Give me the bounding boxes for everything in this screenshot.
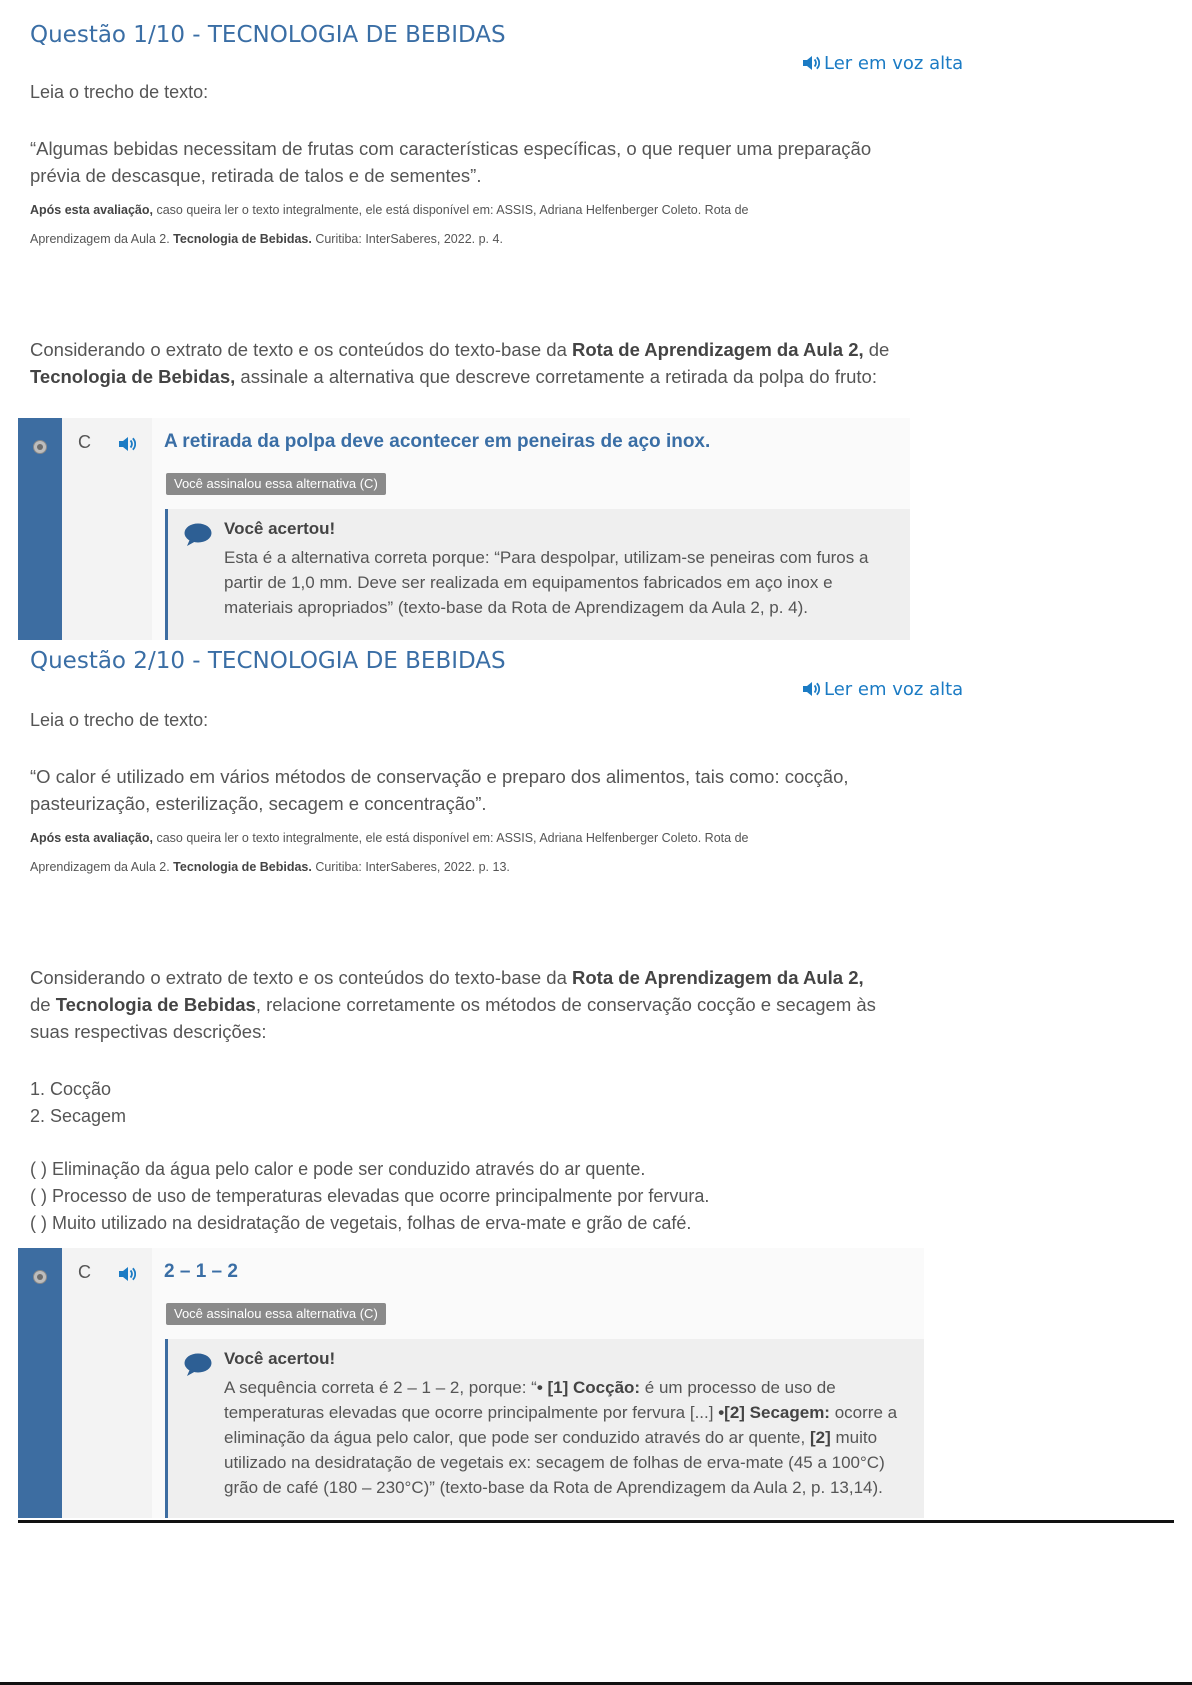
feedback-text-part: A sequência correta é 2 – 1 – 2, porque: “ [224, 1378, 537, 1397]
feedback-text-part: ocorre a [829, 1403, 898, 1422]
question-intro: Leia o trecho de texto: [30, 710, 209, 730]
answer-option[interactable] [18, 1248, 924, 1518]
feedback-text-part: eliminação da água pelo calor, que pode ser conduzido através do ar quente, [224, 1428, 810, 1447]
reference-text: Curitiba: InterSaberes, 2022. p. 4. [311, 232, 503, 246]
statement-item: ( ) Muito utilizado na desidratação de vegetais, folhas de erva-mate e grão de café. [30, 1213, 692, 1233]
reference-work: Tecnologia de Bebidas. [173, 232, 312, 246]
speaker-icon [802, 55, 820, 71]
list-item: 1. Cocção [30, 1079, 112, 1099]
answer-letter: C [78, 432, 91, 452]
prompt-text: de [863, 339, 890, 360]
feedback-line: materiais apropriados” (texto-base da Rota de Aprendizagem da Aula 2, p. 4). [224, 598, 809, 617]
question-quote [30, 763, 930, 817]
question-title: Questão 1/10 - TECNOLOGIA DE BEBIDAS [30, 22, 506, 48]
feedback-text [224, 1375, 924, 1500]
reference-text: caso queira ler o texto integralmente, ele está disponível em: ASSIS, Adriana Helfenberger Coleto. Rota de [152, 203, 749, 217]
prompt-text: Considerando o extrato de texto e os conteúdos do texto-base da [30, 339, 573, 360]
feedback-text [224, 545, 910, 620]
feedback-line: utilizado na desidratação de vegetais ex: secagem de folhas de erva-mate (45 a 100°C) [224, 1453, 885, 1472]
quote-line: prévia de descasque, retirada de talos e de sementes”. [30, 165, 482, 186]
selected-badge: Você assinalou essa alternativa (C) [166, 1303, 386, 1325]
prompt-text: suas respectivas descrições: [30, 1021, 267, 1042]
feedback-emphasis: •[2] Secagem: [718, 1403, 830, 1422]
prompt-text: assinale a alternativa que descreve corretamente a retirada da polpa do fruto: [235, 366, 877, 387]
answer-radio[interactable] [33, 1270, 47, 1284]
reference-work: Tecnologia de Bebidas. [173, 860, 312, 874]
prompt-text: , relacione corretamente os métodos de conservação cocção e secagem às [255, 994, 876, 1015]
speech-bubble-icon [184, 1353, 212, 1377]
feedback-box [165, 1339, 924, 1518]
list-item: 2. Secagem [30, 1106, 127, 1126]
question-intro: Leia o trecho de texto: [30, 82, 209, 102]
speaker-icon[interactable] [118, 436, 136, 452]
question-title: Questão 2/10 - TECNOLOGIA DE BEBIDAS [30, 648, 506, 674]
answer-text: A retirada da polpa deve acontecer em peneiras de aço inox. [164, 431, 711, 452]
question-reference [30, 824, 910, 882]
reference-lead: Após esta avaliação, [30, 203, 153, 217]
read-aloud-label: Ler em voz alta [824, 679, 964, 700]
quote-line: pasteurização, esterilização, secagem e concentração”. [30, 793, 487, 814]
divider [18, 1520, 1174, 1523]
reference-text: Curitiba: InterSaberes, 2022. p. 13. [311, 860, 510, 874]
prompt-text: de [30, 994, 56, 1015]
feedback-box [165, 509, 910, 640]
prompt-emphasis: Tecnologia de Bebidas [55, 994, 256, 1015]
prompt-emphasis: Rota de Aprendizagem da Aula 2, [572, 339, 864, 360]
feedback-text-part: temperaturas elevadas que ocorre principalmente por fervura [...] [224, 1403, 719, 1422]
prompt-text: Considerando o extrato de texto e os conteúdos do texto-base da [30, 967, 573, 988]
question-prompt [30, 964, 930, 1045]
answer-letter: C [78, 1262, 91, 1282]
read-aloud-link[interactable] [802, 679, 963, 700]
feedback-text-part: é um processo de uso de [640, 1378, 836, 1397]
feedback-line: partir de 1,0 mm. Deve ser realizada em equipamentos fabricados em aço inox e [224, 573, 833, 592]
feedback-text-part: muito [830, 1428, 878, 1447]
prompt-emphasis: Rota de Aprendizagem da Aula 2, [572, 967, 864, 988]
feedback-line: grão de café (180 – 230°C)” (texto-base da Rota de Aprendizagem da Aula 2, p. 13,14). [224, 1478, 883, 1497]
speaker-icon[interactable] [118, 1266, 136, 1282]
reference-text: caso queira ler o texto integralmente, ele está disponível em: ASSIS, Adriana Helfenberger Coleto. Rota de [152, 831, 749, 845]
quote-line: “O calor é utilizado em vários métodos de conservação e preparo dos alimentos, tais como: cocção, [30, 766, 849, 787]
prompt-emphasis: Tecnologia de Bebidas, [30, 366, 236, 387]
answer-radio[interactable] [33, 440, 47, 454]
feedback-title: Você acertou! [224, 1349, 336, 1368]
question-reference [30, 196, 910, 254]
speaker-icon [802, 681, 820, 697]
selected-badge: Você assinalou essa alternativa (C) [166, 473, 386, 495]
feedback-emphasis: [2] [809, 1428, 831, 1447]
reference-text: Aprendizagem da Aula 2. [30, 860, 174, 874]
speech-bubble-icon [184, 523, 212, 547]
feedback-emphasis: • [1] Cocção: [536, 1378, 641, 1397]
feedback-title: Você acertou! [224, 519, 336, 538]
answer-status-bar [18, 1248, 62, 1518]
answer-text: 2 – 1 – 2 [164, 1261, 238, 1282]
quote-line: “Algumas bebidas necessitam de frutas com características específicas, o que requer uma preparação [30, 138, 872, 159]
answer-option[interactable] [18, 418, 910, 640]
statement-item: ( ) Processo de uso de temperaturas elevadas que ocorre principalmente por fervura. [30, 1186, 710, 1206]
feedback-line: Esta é a alternativa correta porque: “Para despolpar, utilizam-se peneiras com furos a [224, 548, 869, 567]
question-prompt [30, 336, 930, 390]
read-aloud-link[interactable] [802, 53, 963, 74]
reference-text: Aprendizagem da Aula 2. [30, 232, 174, 246]
read-aloud-label: Ler em voz alta [824, 53, 964, 74]
question-quote [30, 135, 930, 189]
statement-item: ( ) Eliminação da água pelo calor e pode ser conduzido através do ar quente. [30, 1159, 646, 1179]
reference-lead: Após esta avaliação, [30, 831, 153, 845]
